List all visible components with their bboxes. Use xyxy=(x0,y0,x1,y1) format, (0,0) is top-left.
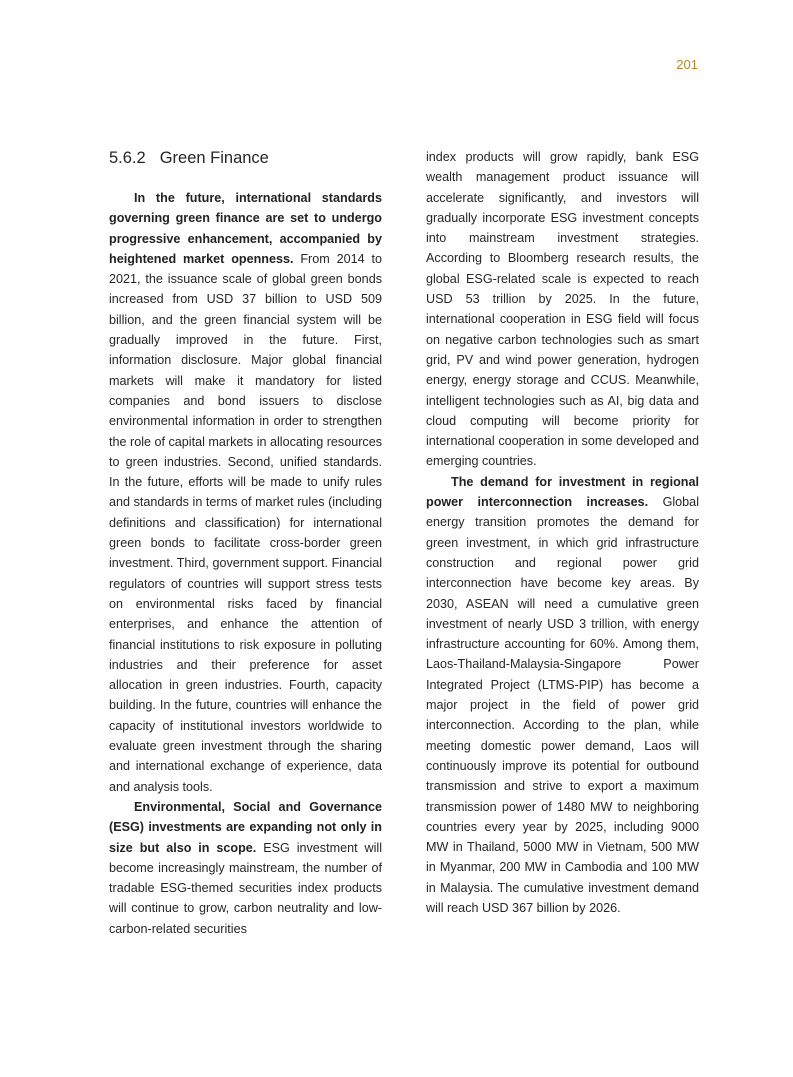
paragraph-green-finance-standards xyxy=(109,188,382,797)
section-number: 5.6.2 xyxy=(109,149,146,167)
paragraph-lead: In the future, international standards governing green finance are set to undergo progressive enhancement, accompanied by heightened market openness. xyxy=(109,191,382,266)
paragraph-esg-investments xyxy=(109,797,382,939)
right-column xyxy=(426,147,699,918)
left-column xyxy=(109,146,382,939)
section-heading xyxy=(109,146,382,170)
paragraph-lead: Environmental, Social and Governance (ESG) investments are expanding not only in size but also in scope. xyxy=(109,799,382,855)
paragraph-body: Global energy transition promotes the demand for green investment, in which grid infrastructure construction and regional power grid interconnection have become key areas. By 2030, ASEAN will need a cumulative green investment of nearly USD 3 trillion, with energy infrastructure accounting for 60%. Among them, Laos-Thailand-Malaysia-Singapore Power Integrated Project (LTMS-PIP) has become a major project in the field of power grid interconnection. According to the plan, while meeting domestic power demand, Laos will continuously improve its potential for outbound transmission and strive to export a maximum transmission power of 1480 MW to neighboring countries every year by 2025, including 9000 MW in Thailand, 5000 MW in Vietnam, 500 MW in Myanmar, 200 MW in Cambodia and 100 MW in Malaysia. The cumulative investment demand will reach USD 367 billion by 2026. xyxy=(426,495,699,915)
paragraph-esg-continued xyxy=(426,147,699,472)
paragraph-regional-power-interconnection xyxy=(426,472,699,919)
paragraph-lead: The demand for investment in regional power interconnection increases. xyxy=(426,474,699,510)
paragraph-body: ESG investment will become increasingly mainstream, the number of tradable ESG-themed securities index products will continue to grow, carbon neutrality and low-carbon-related securities xyxy=(109,840,382,936)
paragraph-body: index products will grow rapidly, bank ESG wealth management product issuance will accelerate significantly, and investors will gradually incorporate ESG investment concepts into mainstream investment strategies. According to Bloomberg research results, the global ESG-related scale is expected to reach USD 53 trillion by 2025. In the future, international cooperation in ESG field will focus on negative carbon technologies such as smart grid, PV and wind power generation, hydrogen energy, energy storage and CCUS. Meanwhile, intelligent technologies such as AI, big data and cloud computing will become priority for international cooperation in some developed and emerging countries. xyxy=(426,150,699,469)
section-title: Green Finance xyxy=(159,149,269,167)
paragraph-body: From 2014 to 2021, the issuance scale of global green bonds increased from USD 37 billion to USD 509 billion, and the green financial system will be gradually improved in the future. First, information disclosure. Major global financial markets will make it mandatory for listed companies and bond issuers to disclose environmental information in order to strengthen the role of capital markets in allocating resources to green industries. Second, unified standards. In the future, efforts will be made to unify rules and standards in terms of market rules (including definitions and classification) for international green bonds to facilitate cross-border green investment. Third, government support. Financial regulators of countries will support stress tests on environmental risks faced by financial enterprises, and enhance the attention of financial institutions to risk exposure in polluting industries and their preference for asset allocation in green industries. Fourth, capacity building. In the future, countries will enhance the capacity of institutional investors worldwide to evaluate green investment through the sharing and international exchange of experience, data and analysis tools. xyxy=(109,251,382,794)
page-number: 201 xyxy=(676,57,698,72)
